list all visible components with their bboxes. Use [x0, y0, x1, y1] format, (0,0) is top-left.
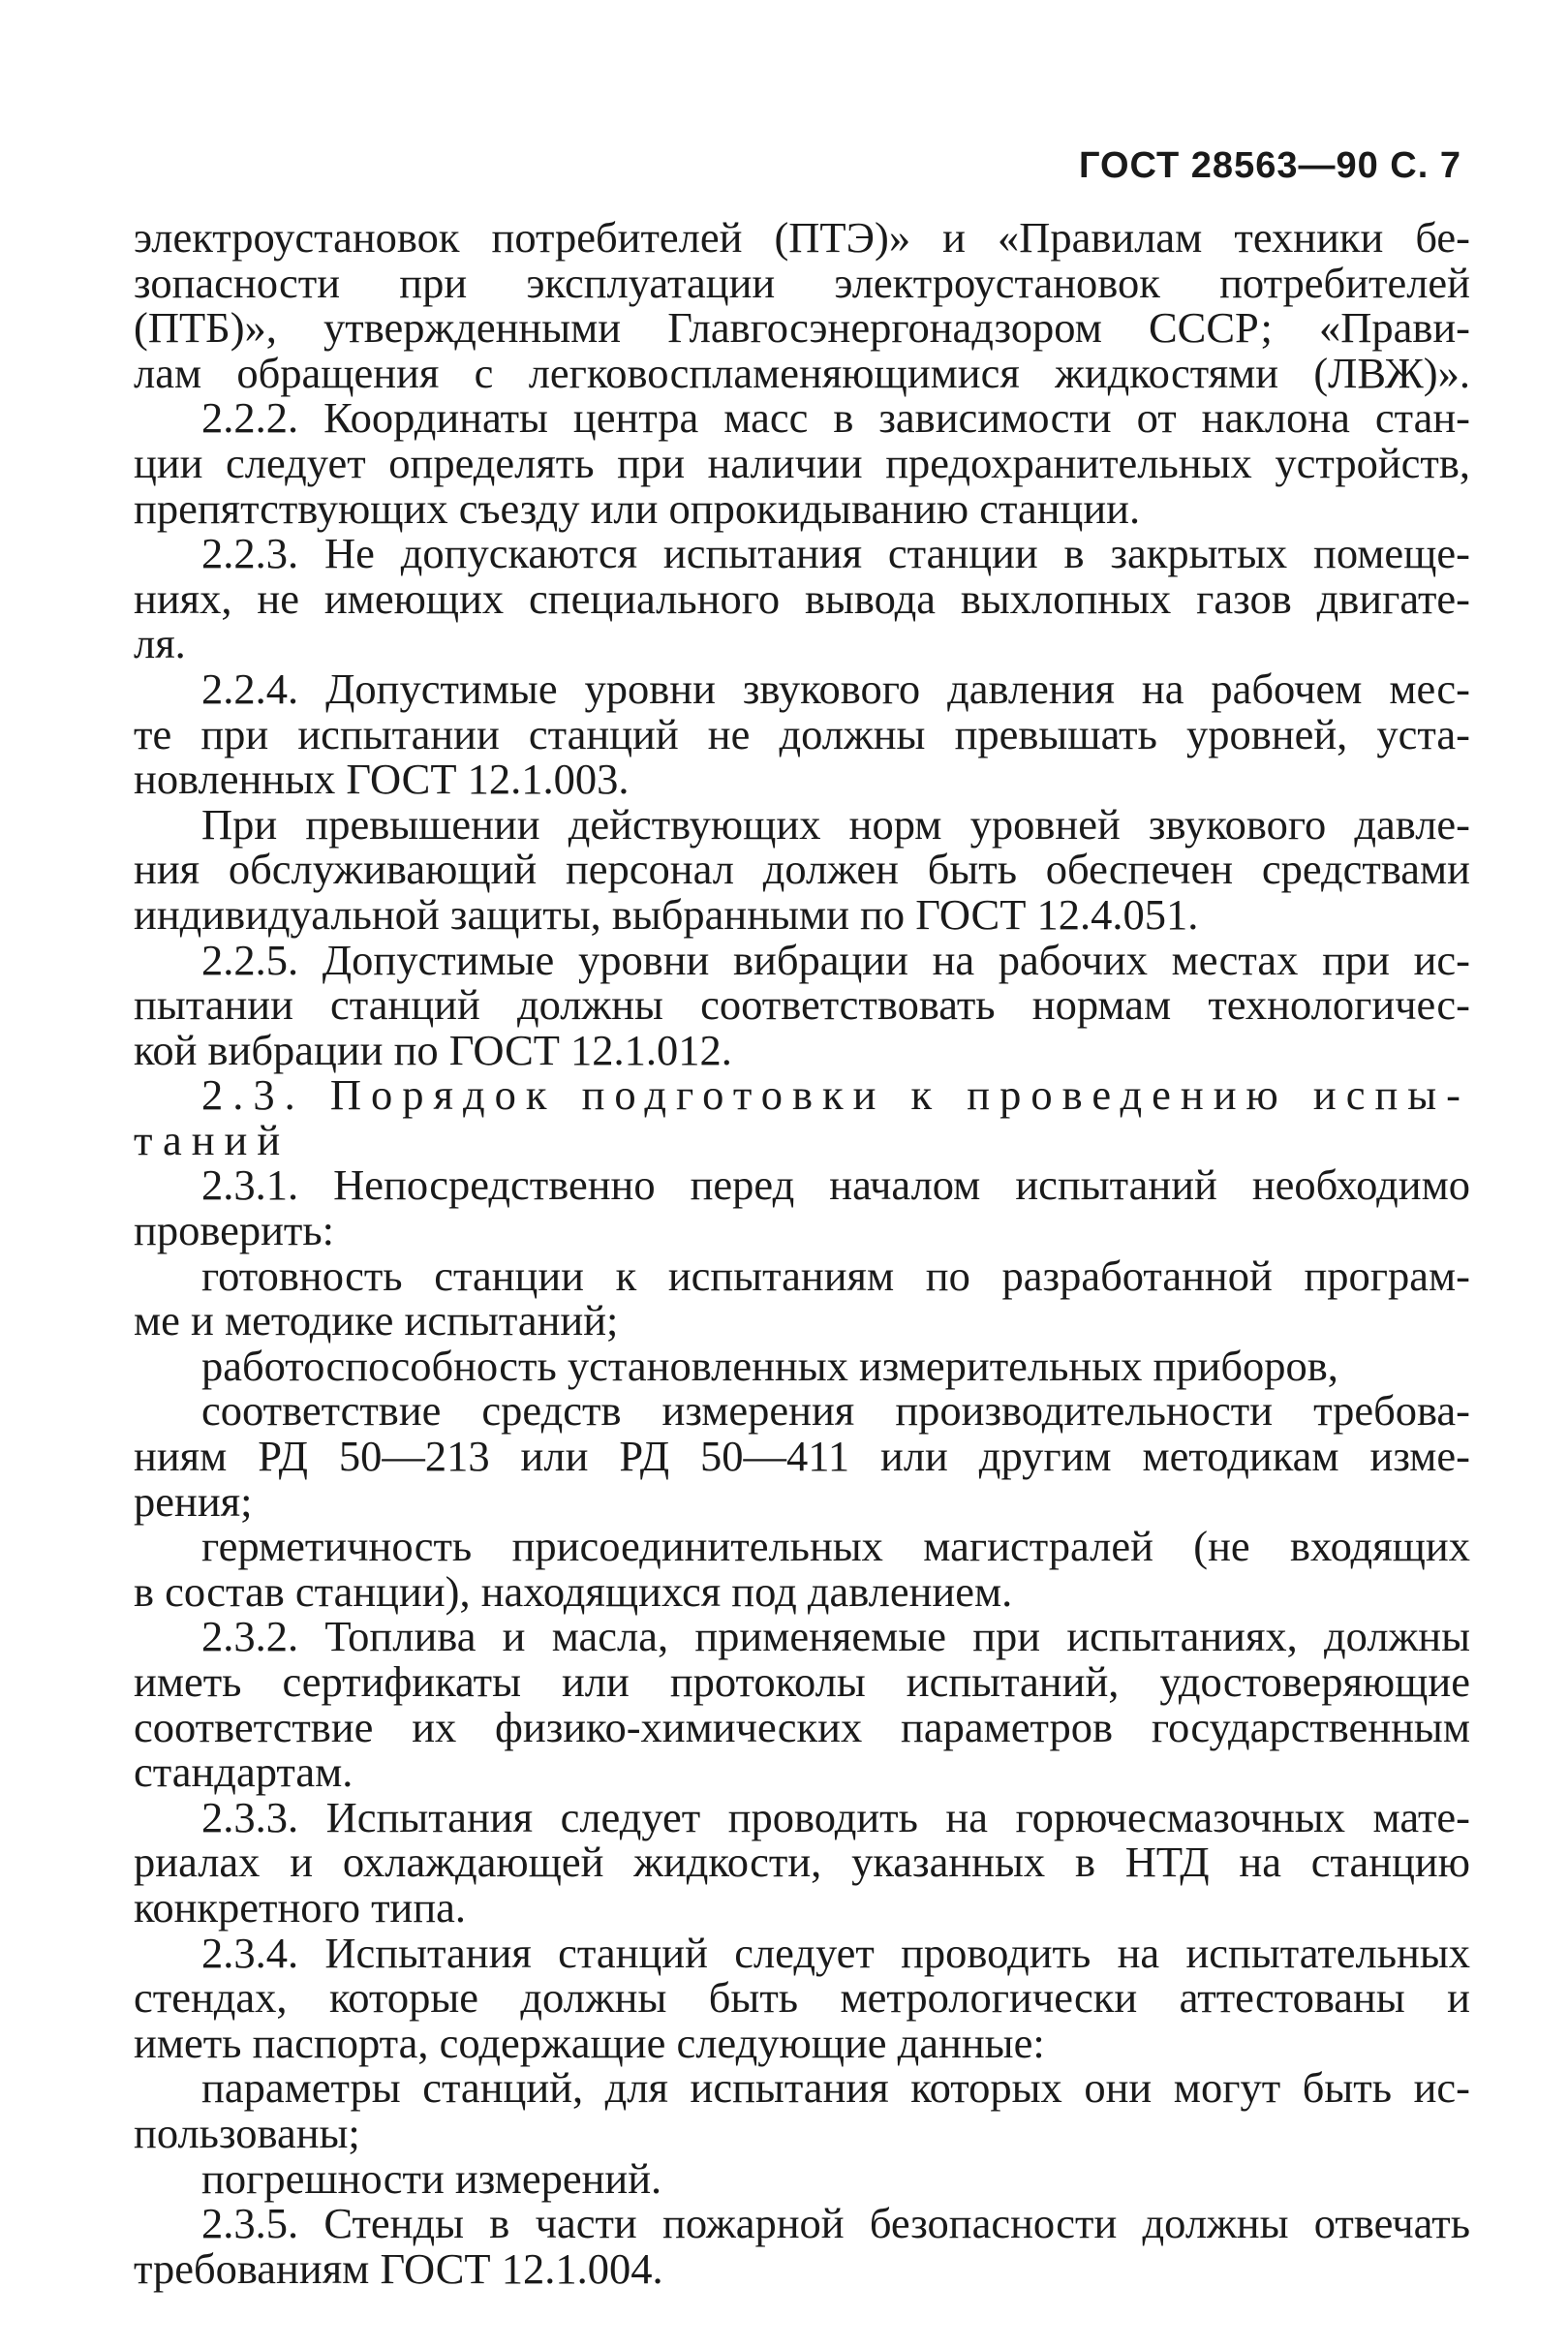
- text-line: ме и методике испытаний;: [134, 1296, 619, 1345]
- text-line: индивидуальной защиты, выбранными по ГОСТ 12.4.051.: [134, 889, 1199, 939]
- text-line: 2.3.3. Испытания следует проводить на горючесмазочных мате-: [201, 1792, 1470, 1841]
- text-line: 2.3.5. Стенды в части пожарной безопасности должны отвечать: [201, 2199, 1470, 2248]
- text-line: ции следует определять при наличии предохранительных устройств,: [134, 438, 1470, 487]
- text-line: требованиям ГОСТ 12.1.004.: [134, 2243, 663, 2293]
- text-line: 2.2.3. Не допускаются испытания станции в закрытых помеще-: [201, 529, 1470, 578]
- text-line: кой вибрации по ГОСТ 12.1.012.: [134, 1025, 732, 1074]
- text-line: соответствие средств измерения производительности требова-: [201, 1386, 1470, 1436]
- text-line: конкретного типа.: [134, 1882, 467, 1932]
- text-line: иметь паспорта, содержащие следующие данные:: [134, 2018, 1045, 2067]
- text-line: ния обслуживающий персонал должен быть обеспечен средствами: [134, 845, 1470, 894]
- text-line: новленных ГОСТ 12.1.003.: [134, 755, 630, 804]
- text-line: лам обращения с легковоспламеняющимися жидкостями (ЛВЖ)».: [134, 348, 1470, 397]
- text-line: зопасности при эксплуатации электроустановок потребителей: [134, 258, 1470, 307]
- text-line: 2.3.4. Испытания станций следует проводить на испытательных: [201, 1928, 1470, 1977]
- text-line: соответствие их физико-химических параметров государственным: [134, 1702, 1470, 1751]
- text-line: стендах, которые должны быть метрологически аттестованы и: [134, 1973, 1470, 2023]
- text-line: ниях, не имеющих специального вывода выхлопных газов двигате-: [134, 573, 1470, 623]
- text-line: работоспособность установленных измерительных приборов,: [201, 1341, 1338, 1390]
- text-line: риалах и охлаждающей жидкости, указанных в НТД на станцию: [134, 1838, 1470, 1887]
- text-line: параметры станций, для испытания которых они могут быть ис-: [201, 2063, 1470, 2113]
- text-line: погрешности измерений.: [201, 2153, 662, 2203]
- text-line: (ПТБ)», утвержденными Главгосэнергонадзором СССР; «Прави-: [134, 303, 1470, 353]
- text-line: пользованы;: [134, 2108, 360, 2157]
- text-line: ниям РД 50—213 или РД 50—411 или другим методикам изме-: [134, 1432, 1470, 1481]
- body-text: [134, 215, 1470, 2291]
- text-line: иметь сертификаты или протоколы испытаний, удостоверяющие: [134, 1657, 1470, 1706]
- text-line: 2.3.2. Топлива и масла, применяемые при испытаниях, должны: [201, 1612, 1470, 1661]
- text-line: 2.2.2. Координаты центра масс в зависимости от наклона стан-: [201, 393, 1470, 443]
- text-line: 2.2.5. Допустимые уровни вибрации на рабочих местах при ис-: [201, 935, 1470, 984]
- section-heading: 2.3. Порядок подготовки к проведению испы-: [201, 1070, 1470, 1120]
- text-line: готовность станции к испытаниям по разработанной програм-: [201, 1251, 1470, 1300]
- text-line: рения;: [134, 1476, 253, 1526]
- text-line: ля.: [134, 619, 186, 668]
- page-header: ГОСТ 28563—90 С. 7: [1078, 145, 1461, 186]
- text-line: 2.2.4. Допустимые уровни звукового давления на рабочем мес-: [201, 664, 1470, 713]
- text-line: электроустановок потребителей (ПТЭ)» и «Правилам техники бе-: [134, 213, 1470, 262]
- text-line: препятствующих съезду или опрокидыванию станции.: [134, 483, 1141, 533]
- text-line: При превышении действующих норм уровней звукового давле-: [201, 799, 1470, 849]
- text-line: 2.3.1. Непосредственно перед началом испытаний необходимо: [201, 1160, 1470, 1210]
- text-line: проверить:: [134, 1206, 334, 1255]
- text-line: пытании станций должны соответствовать нормам технологичес-: [134, 980, 1470, 1030]
- text-line: те при испытании станций не должны превышать уровней, уста-: [134, 709, 1470, 758]
- text-line: герметичность присоединительных магистралей (не входящих: [201, 1522, 1470, 1571]
- section-heading: таний: [134, 1115, 291, 1164]
- text-line: в состав станции), находящихся под давлением.: [134, 1566, 1013, 1616]
- text-line: стандартам.: [134, 1747, 354, 1797]
